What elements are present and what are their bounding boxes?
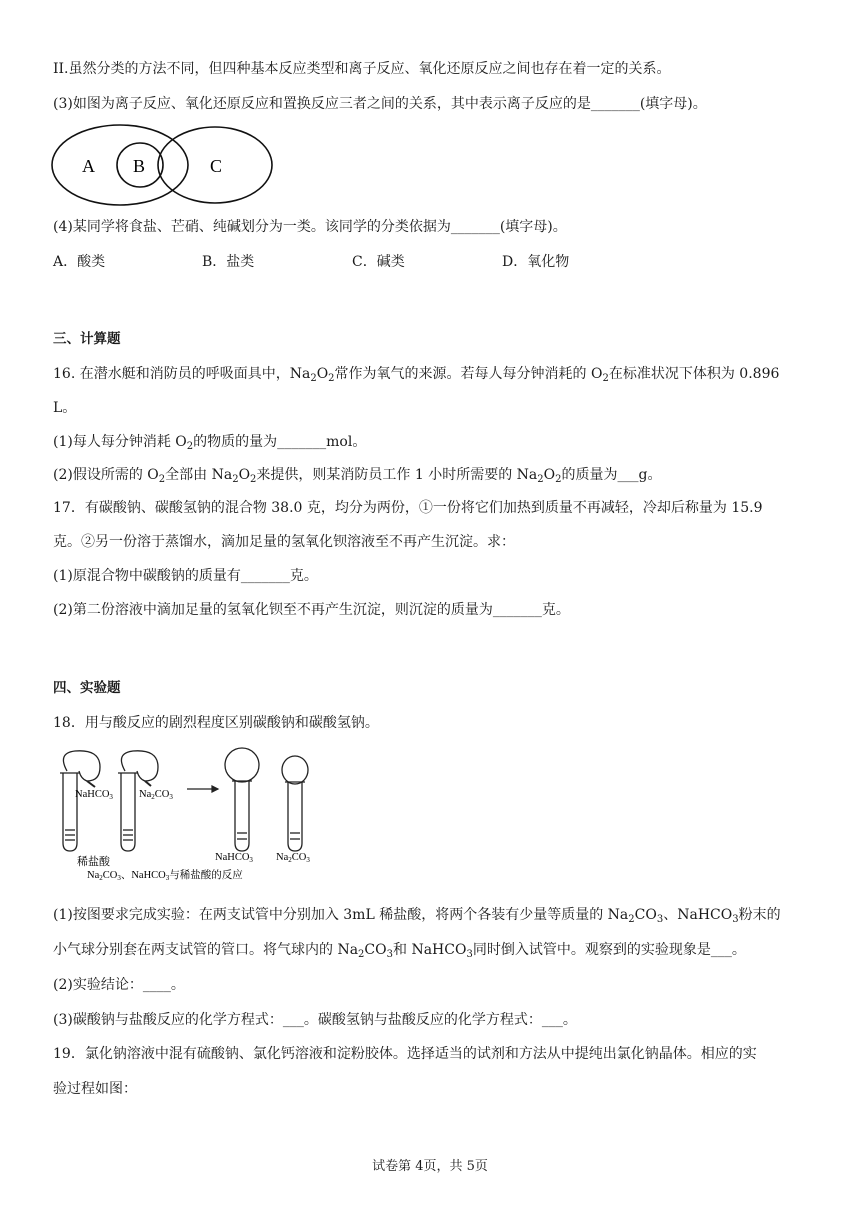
option-b: B．盐类 (202, 254, 255, 270)
test-tube-1 (60, 751, 100, 851)
question-18-part-1-cont: 小气球分别套在两支试管的管口。将气球内的 $Na_2CO_3$和 NaHCO$_3$同时倒入试管中。观察到的实验现象是___。 (53, 942, 746, 960)
question-16-part-2: (2)假设所需的 $O_2$全部由 $Na_2O_2$来提供，则某消防员工作 1 小时所需要的 $Na_2O_2$的质量为___g。 (53, 467, 662, 485)
label-a: A (82, 156, 95, 176)
question-17-part-1: (1)原混合物中碳酸钠的质量有_______克。 (53, 568, 318, 584)
question-18-part-1: (1)按图要求完成实验：在两支试管中分别加入 3mL 稀盐酸，将两个各装有少量等质量的 $Na_2CO_3$、NaHCO$_3$粉末的 (53, 907, 781, 925)
question-3: (3)如图为离子反应、氧化还原反应和置换反应三者之间的关系，其中表示离子反应的是_______(填字母)。 (53, 96, 707, 112)
question-16: 16. 在潜水艇和消防员的呼吸面具中，$Na_2O_2$常作为氧气的来源。若每人每分钟消耗的 $O_2$在标准状况下体积为 0.896 (53, 366, 780, 384)
question-17-cont: 克。②另一份溶于蒸馏水，滴加足量的氢氧化钡溶液至不再产生沉淀。求： (53, 534, 515, 550)
question-16-cont: L。 (53, 400, 77, 416)
section-3-heading: 三、计算题 (53, 331, 121, 347)
question-17: 17．有碳酸钠、碳酸氢钠的混合物 38.0 克，均分为两份，①一份将它们加热到质量不再减轻，冷却后称量为 15.9 (53, 500, 763, 516)
test-tube-4 (282, 756, 308, 851)
label-nahco3-left: NaHCO3 (75, 789, 113, 801)
question-18-part-3: (3)碳酸钠与盐酸反应的化学方程式：___。碳酸氢钠与盐酸反应的化学方程式：___。 (53, 1012, 577, 1028)
experiment-figure (55, 745, 320, 883)
balloon-2 (121, 751, 158, 781)
label-nahco3-right: NaHCO3 (215, 852, 253, 864)
test-tube-3 (225, 748, 259, 851)
venn-diagram (50, 122, 275, 208)
page-footer: 试卷第 4页，共 5页 (372, 1159, 488, 1174)
question-17-part-2: (2)第二份溶液中滴加足量的氢氧化钡至不再产生沉淀，则沉淀的质量为_______克。 (53, 602, 570, 618)
question-18: 18．用与酸反应的剧烈程度区别碳酸钠和碳酸氢钠。 (53, 715, 379, 731)
question-18-part-2: (2)实验结论：____。 (53, 977, 185, 993)
option-a: A．酸类 (53, 254, 106, 270)
powder-mark-2 (145, 781, 151, 786)
arrow-icon (187, 786, 218, 792)
label-c: C (210, 156, 223, 176)
question-19: 19．氯化钠溶液中混有硫酸钠、氯化钙溶液和淀粉胶体。选择适当的试剂和方法从中提纯出氯化钠晶体。相应的实 (53, 1046, 757, 1062)
balloon-3-inflated (225, 748, 259, 782)
label-b: B (133, 156, 146, 176)
ellipse-a (52, 125, 188, 205)
powder-mark-1 (87, 781, 95, 787)
option-c: C．碱类 (352, 254, 405, 270)
option-d: D．氧化物 (502, 254, 570, 270)
label-na2co3-left: Na2CO3 (139, 789, 173, 801)
label-na2co3-right: Na2CO3 (276, 852, 310, 864)
intro-text: II.虽然分类的方法不同，但四种基本反应类型和离子反应、氧化还原反应之间也存在着一定的关系。 (53, 61, 671, 77)
balloon-4-inflated (282, 756, 308, 784)
balloon-1 (63, 751, 100, 781)
section-4-heading: 四、实验题 (53, 680, 121, 696)
question-19-cont: 验过程如图： (53, 1081, 137, 1097)
question-4: (4)某同学将食盐、芒硝、纯碱划分为一类。该同学的分类依据为_______(填字母)。 (53, 219, 567, 235)
label-dilute-hcl: 稀盐酸 (77, 856, 110, 868)
figure-caption: Na2CO3、NaHCO3与稀盐酸的反应 (87, 870, 243, 882)
question-16-part-1: (1)每人每分钟消耗 $O_2$的物质的量为_______mol。 (53, 434, 367, 452)
